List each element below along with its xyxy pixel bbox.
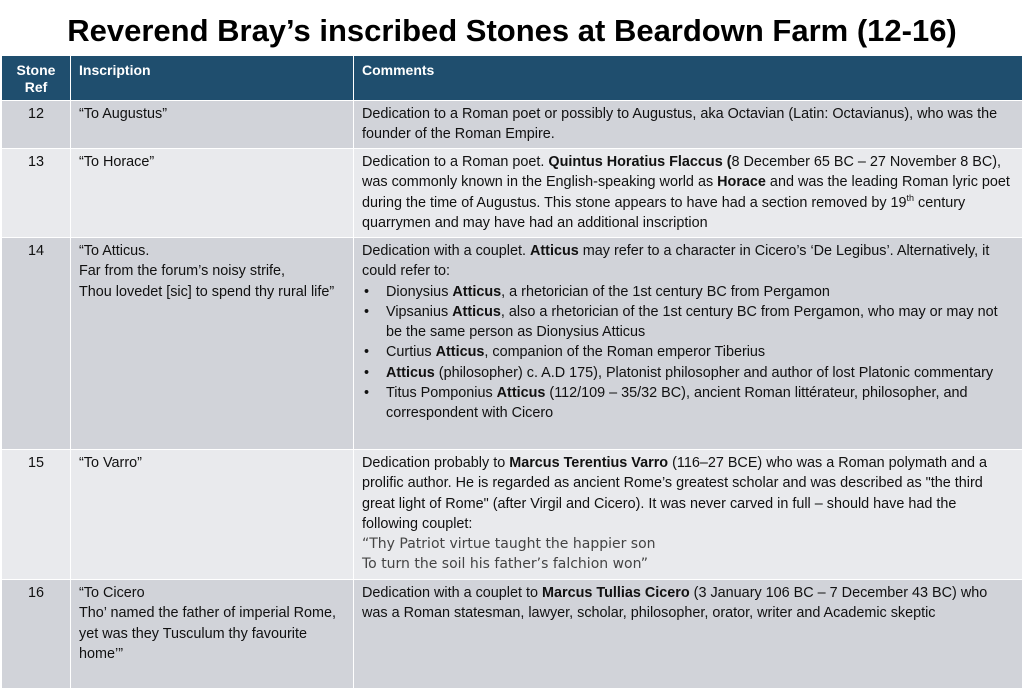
page-title: Reverend Bray’s inscribed Stones at Beardown Farm (12-16) (67, 13, 957, 48)
comment-paragraph (362, 241, 1016, 282)
comment-text: and was the leading Roman lyric poet during the time of Augustus. This stone appears to have had a section removed by 19 (362, 174, 1010, 211)
inscription-line: Far from the forum’s noisy strife, (79, 263, 286, 280)
inscription-line: “To Varro” (79, 455, 142, 471)
inscription-line: “To Atticus. (79, 243, 150, 259)
stone-ref: 15 (2, 450, 71, 580)
header-inscription: Inscription (71, 56, 354, 101)
comment-text: Dedication with a couplet to (362, 585, 542, 601)
list-item (362, 383, 1016, 424)
list-text: Titus Pomponius (386, 385, 497, 402)
list-text: , also a rhetorician of the 1st century BC from Pergamon, who may or may not be the same person as Dionysius Atticus (386, 303, 998, 341)
comments-cell (354, 580, 1023, 689)
table-row (2, 238, 1023, 450)
comment-text: 8 December 65 BC – 27 November 8 BC), was commonly known in the English-speaking world as (362, 154, 1002, 191)
inscription-line: Tho’ named the father of imperial Rome, (79, 605, 337, 622)
comment-text: (3 January 106 BC – 7 December 43 BC) who was a Roman statesman, lawyer, scholar, philosopher, orator, writer and Academic skeptic (362, 585, 988, 622)
list-text: , a rhetorician of the 1st century BC from Pergamon (501, 283, 830, 300)
list-text: Curtius (386, 344, 436, 361)
header-comments: Comments (354, 56, 1023, 101)
inscription-line: Thou lovedet [sic] to spend thy rural life” (79, 283, 335, 300)
list-bold: Atticus (496, 385, 546, 402)
inscription-line: “To Horace” (79, 154, 155, 170)
comment-bold: Marcus Terentius Varro (509, 455, 669, 471)
comment-paragraph (362, 453, 1016, 534)
comment-text: may refer to a character in Cicero’s ‘De Legibus’. Alternatively, it could refer to: (362, 243, 990, 280)
comment-bold: Atticus (530, 243, 579, 259)
comment-bold: Marcus Tullias Cicero (542, 585, 690, 601)
list-item (362, 342, 1016, 362)
comment-bold: Quintus Horatius Flaccus ( (548, 154, 732, 170)
list-text: Dionysius (386, 283, 453, 300)
verse-line: “Thy Patriot virtue taught the happier son (362, 536, 656, 553)
stones-table (1, 55, 1023, 689)
comments-cell (354, 238, 1023, 450)
table-row (2, 101, 1023, 149)
inscription-cell (71, 580, 354, 689)
list-text: (philosopher) c. A.D 175), Platonist philosopher and author of lost Platonic commentary (434, 364, 994, 381)
list-text: Vipsanius (386, 303, 453, 320)
comment-superscript: th (906, 192, 915, 203)
comments-cell (354, 149, 1023, 238)
comment-text: century quarrymen and may have had an additional inscription (362, 194, 966, 231)
comments-cell: Dedication to a Roman poet or possibly to Augustus, aka Octavian (Latin: Octavianus), who was the founder of the Roman Empire. (354, 101, 1023, 149)
list-bold: Atticus (435, 344, 485, 361)
stone-ref: 12 (2, 101, 71, 149)
list-bold: Atticus (386, 364, 435, 381)
atticus-list (362, 282, 1016, 424)
list-bold: Atticus (452, 283, 502, 300)
table-row (2, 149, 1023, 238)
header-stone-ref: Stone Ref (2, 56, 71, 101)
comment-text: (116–27 BCE) who was a Roman polymath and a prolific author. He is regarded as ancient Rome’s greatest scholar and was described as "the third great light of Rome" (after Virgil and Cicero). It was never carved in full – should have had the following couplet: (362, 455, 987, 532)
list-item (362, 363, 1016, 383)
table-row (2, 450, 1023, 580)
comment-bold: Horace (717, 174, 766, 191)
comment-text: Dedication to a Roman poet. (362, 154, 549, 170)
list-bold: Atticus (452, 303, 501, 320)
table-row (2, 580, 1023, 689)
inscription-cell (71, 238, 354, 450)
stone-ref: 14 (2, 238, 71, 450)
list-item (362, 282, 1016, 302)
inscription-cell (71, 149, 354, 238)
stone-ref: 16 (2, 580, 71, 689)
list-item (362, 302, 1016, 343)
stone-ref: 13 (2, 149, 71, 238)
inscription-line: yet was they Tusculum thy favourite home’” (79, 625, 307, 662)
comment-text: Dedication probably to (362, 455, 510, 471)
inscription-line: “To Cicero (79, 585, 145, 601)
comments-cell (354, 450, 1023, 580)
list-text: (112/109 – 35/32 BC), ancient Roman littérateur, philosopher, and correspondent with Cicero (386, 385, 968, 422)
inscription-cell (71, 101, 354, 149)
comment-text: Dedication with a couplet. (362, 243, 530, 259)
table-header-row (2, 56, 1023, 101)
list-text: , companion of the Roman emperor Tiberius (484, 344, 766, 361)
verse-line: To turn the soil his father’s falchion won” (362, 556, 648, 573)
inscription-line: “To Augustus” (79, 106, 167, 122)
inscription-cell (71, 450, 354, 580)
